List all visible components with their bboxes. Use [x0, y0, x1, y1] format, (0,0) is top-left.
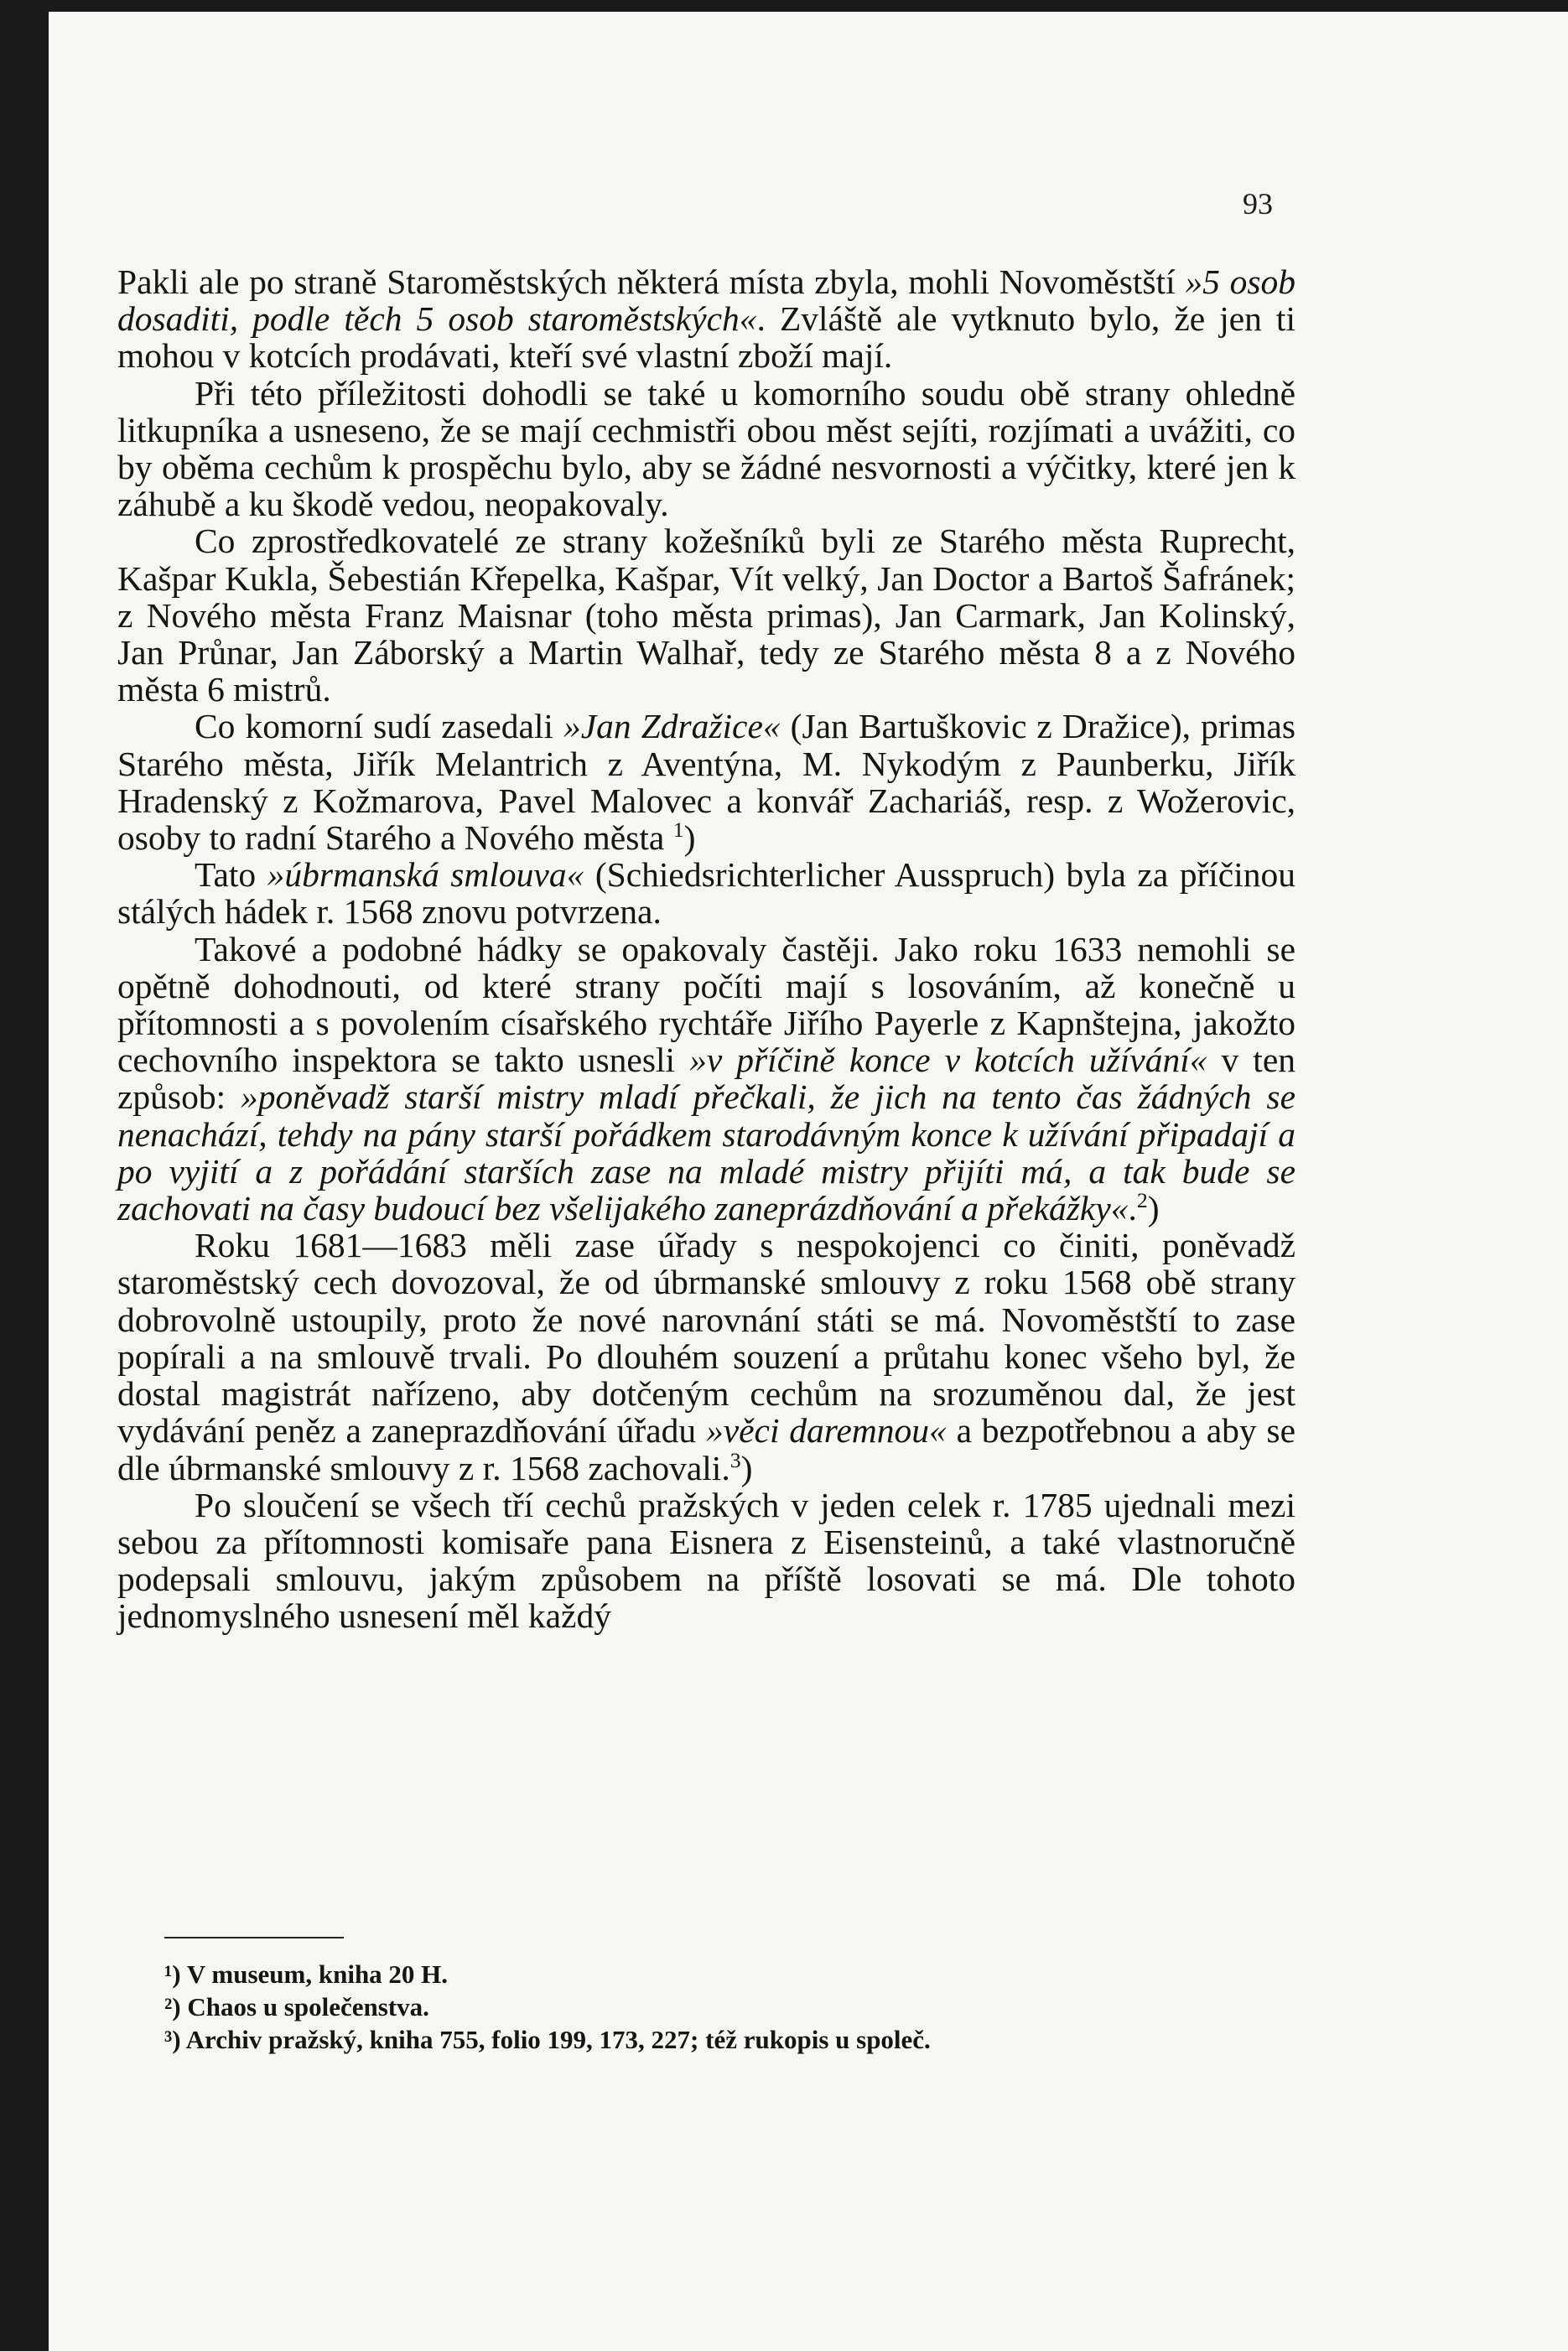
footnote-mark: ³) [164, 2025, 181, 2054]
text-run: Pakli ale po straně Staroměstských některá místa zbyla, mohli Novoměstští [117, 262, 1186, 301]
text-run: Co komorní sudí zasedali [195, 707, 563, 746]
text-run: ) [683, 818, 696, 858]
footnote-reference: 3 [729, 1447, 741, 1472]
footnote [164, 2023, 1288, 2056]
text-run: ) [740, 1448, 753, 1487]
paragraph [117, 708, 1295, 856]
footnote-separator [164, 1937, 344, 1938]
footnote [164, 1958, 1288, 1990]
text-run: Co zprostředkovatelé ze strany kožešníků byli ze Starého města Ruprecht, Kašpar Kukla, Šebestián Křepelka, Kašpar, Vít velký, Jan Doctor a Bartoš Šafránek; z Nového města Franz Maisnar (toho města primas), Jan Carmark, Jan Kolinský, Jan Průnar, Jan Záborský a Martin Walhař, tedy ze Starého města 8 a z Nového města 6 mistrů. [117, 522, 1295, 709]
text-run: v ten způsob: [117, 1041, 1295, 1117]
footnote-text: Chaos u společenstva. [180, 1992, 429, 2021]
paragraph [117, 1487, 1295, 1635]
footnote-reference: 2 [1136, 1188, 1148, 1213]
paragraph [117, 375, 1295, 523]
quoted-italic: »úbrmanská smlouva« [267, 855, 584, 895]
footnotes [164, 1958, 1288, 2056]
quoted-italic: »věci daremnou« [705, 1411, 947, 1451]
text-run: . [1128, 1189, 1137, 1228]
text-run: (Schiedsrichterlicher Ausspruch) byla za příčinou stálých hádek r. 1568 znovu potvrzena. [117, 855, 1295, 932]
page-number: 93 [1243, 187, 1273, 221]
text-run: Takové a podobné hádky se opakovaly častěji. Jako roku 1633 nemohli se opětně dohodnouti, od které strany počíti mají s losováním, až konečně u přítomnosti a s povolením císařského rychtáře Jiřího Payerle z Kapnštejna, jakožto cechovního inspektora se takto usnesli [117, 929, 1295, 1080]
text-run: Po sloučení se všech tří cechů pražských v jeden celek r. 1785 ujednali mezi sebou za přítomnosti komisaře pana Eisnera z Eisensteinů, a také vlastnoručně podepsali smlouvu, jakým způsobem na příště losovati se má. Dle tohoto jednomyslného usnesení měl každý [117, 1485, 1295, 1636]
text-run: ) [1147, 1189, 1160, 1228]
paragraph [117, 522, 1295, 708]
text-run: . Zvláště ale vytknuto bylo, že jen ti mohou v kotcích prodávati, kteří své vlastní zboží mají. [117, 299, 1295, 376]
footnote-mark: ¹) [164, 1959, 181, 1989]
footnote-text: V museum, kniha 20 H. [180, 1959, 449, 1989]
paragraph [117, 856, 1295, 930]
footnote [164, 1990, 1288, 2023]
text-run: Při této příležitosti dohodli se také u komorního soudu obě strany ohledně litkupníka a usneseno, že se mají cechmistři obou měst sejíti, rozjímati a uvážiti, co by oběma cechům k prospěchu bylo, aby se žádné nesvornosti a výčitky, které jen k záhubě a ku škodě vedou, neopakovaly. [117, 373, 1295, 524]
paragraph [117, 1227, 1295, 1486]
quoted-italic: »Jan Zdražice« [563, 707, 781, 746]
footnote-reference: 1 [672, 817, 684, 843]
text-run: a bezpotřebnou a aby se dle úbrmanské smlouvy z r. 1568 zachovali. [117, 1411, 1295, 1487]
paragraph [117, 263, 1295, 375]
body-text [117, 263, 1295, 1635]
text-run: (Jan Bartuškovic z Dražice), primas Starého města, Jiřík Melantrich z Aventýna, M. Nykodým z Paunberku, Jiřík Hradenský z Kožmarova, Pavel Malovec a konvář Zachariáš, resp. z Wožerovic, osoby to radní Starého a Nového města [117, 707, 1295, 858]
quoted-italic: »5 osob dosaditi, podle těch 5 osob staroměstských« [117, 262, 1295, 339]
paragraph [117, 931, 1295, 1227]
text-run: Tato [195, 855, 267, 895]
quoted-italic: »poněvadž starší mistry mladí přečkali, že jich na tento čas žádných se nenachází, tehdy na pány starší pořádkem starodávným konce k užívání připadají a po vyjití a z pořádání starších zase na mladé mistry přijíti má, a tak bude se zachovati na časy budoucí bez všelijakého zaneprázdňování a překážky« [117, 1077, 1295, 1228]
text-run: Roku 1681—1683 měli zase úřady s nespokojenci co činiti, poněvadž staroměstský cech dovozoval, že od úbrmanské smlouvy z roku 1568 obě strany dobrovolně ustoupily, proto že nové narovnání státi se má. Novoměstští to zase popírali a na smlouvě trvali. Po dlouhém souzení a průtahu konec všeho byl, že dostal magistrát nařízeno, aby dotčeným cechům na srozuměnou dal, že jest vydávání peněz a zaneprazdňování úřadu [117, 1226, 1295, 1451]
quoted-italic: »v příčině konce v kotcích užívání« [689, 1041, 1207, 1080]
footnote-text: Archiv pražský, kniha 755, folio 199, 173, 227; též rukopis u společ. [180, 2025, 931, 2054]
footnote-mark: ²) [164, 1992, 181, 2021]
